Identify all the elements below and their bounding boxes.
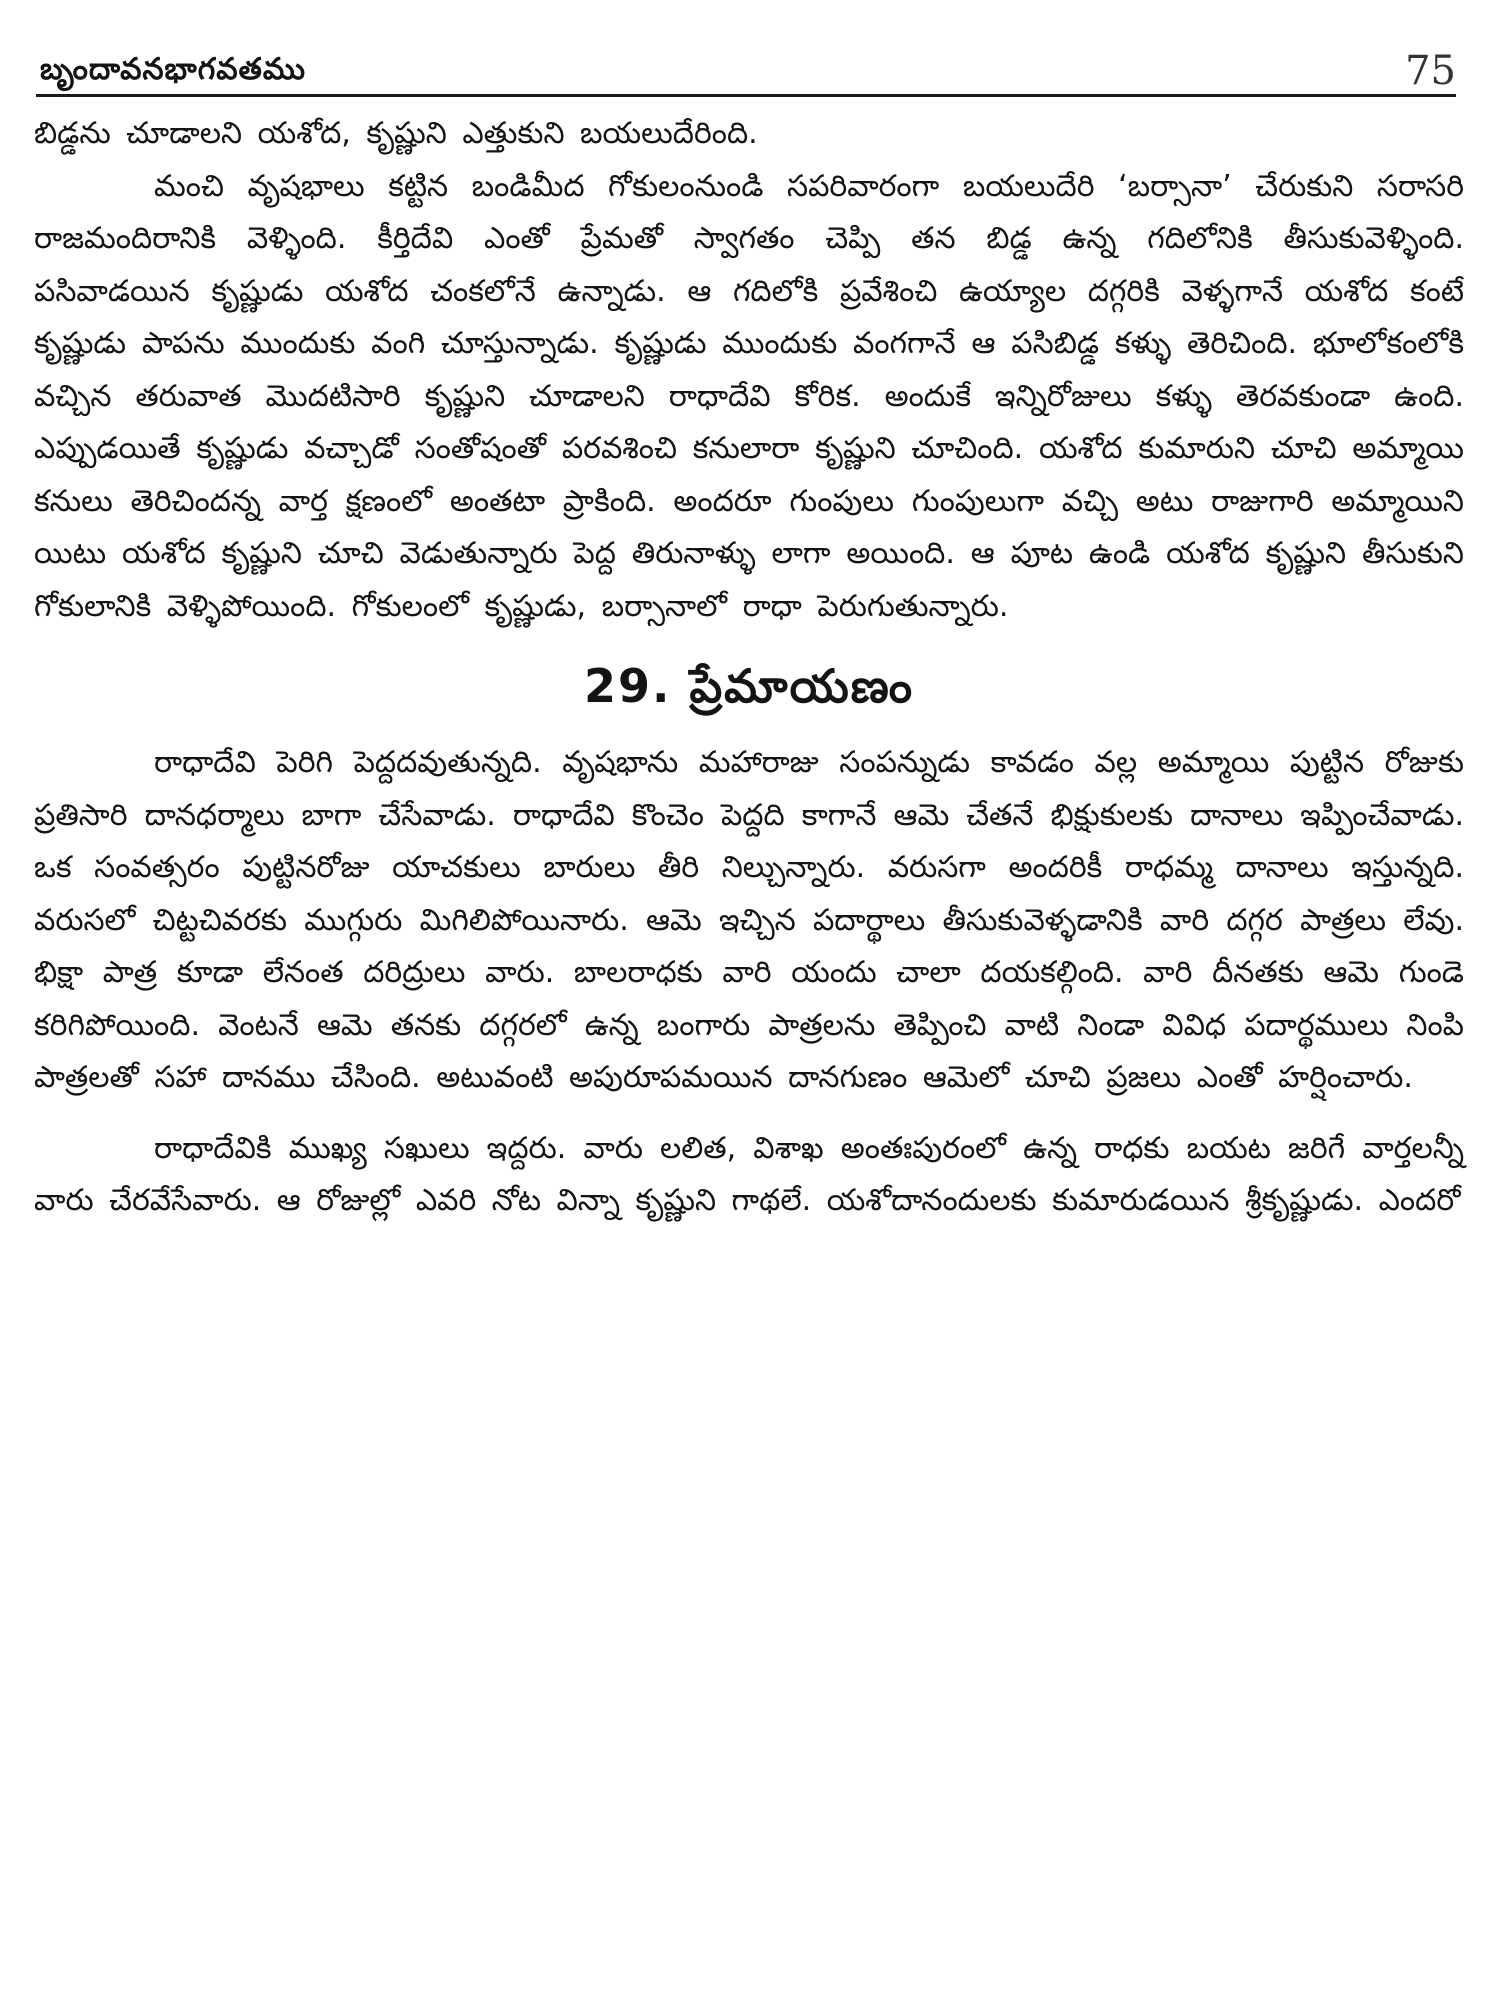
paragraph-radha-charity: రాధాదేవి పెరిగి పెద్దదవుతున్నది. వృషభాను మహారాజు సంపన్నుడు కావడం వల్ల అమ్మాయి పుట్టిన రోజుకు ప్రతిసారి దానధర్మాలు బాగా చేసేవాడు. రాధాదేవి కొంచెం పెద్దది కాగానే ఆమె చేతనే భిక్షుకులకు దానాలు ఇప్పించేవాడు. ఒక సంవత్సరం పుట్టినరోజు యాచకులు బారులు తీరి నిల్చున్నారు. వరుసగా అందరికీ రాధమ్మ దానాలు ఇస్తున్నది. వరుసలో చిట్టచివరకు ముగ్గురు మిగిలిపోయినారు. ఆమె ఇచ్చిన పదార్థాలు తీసుకువెళ్ళడానికి వారి దగ్గర పాత్రలు లేవు. భిక్షా పాత్ర కూడా లేనంత దరిద్రులు వారు. బాలరాధకు వారి యందు చాలా దయకల్గింది. వారి దీనతకు ఆమె గుండె కరిగిపోయింది. వెంటనే ఆమె తనకు దగ్గరలో ఉన్న బంగారు పాత్రలను తెప్పించి వాటి నిండా వివిధ పదార్థములు నింపి పాత్రలతో సహా దానము చేసింది. అటువంటి అపురూపమయిన దానగుణం ఆమెలో చూచి ప్రజలు ఎంతో హర్షించారు.	[34, 745, 1464, 1095]
body-text	[34, 108, 1464, 1228]
header-rule	[36, 94, 1456, 97]
page-number: 75	[1405, 48, 1456, 94]
running-header	[40, 38, 1456, 94]
chapter-heading: 29. ప్రేమాయణం	[583, 659, 915, 713]
paragraph-radha-friends: రాధాదేవికి ముఖ్య సఖులు ఇద్దరు. వారు లలిత, విశాఖ అంతఃపురంలో ఉన్న రాధకు బయట జరిగే వార్తలన్నీ వారు చేరవేసేవారు. ఆ రోజుల్లో ఎవరి నోట విన్నా కృష్ణుని గాథలే. యశోదానందులకు కుమారుడయిన శ్రీకృష్ణుడు. ఎందరో	[34, 1130, 1464, 1218]
paragraph-yashoda-visit: మంచి వృషభాలు కట్టిన బండిమీద గోకులంనుండి సపరివారంగా బయలుదేరి ‘బర్సానా’ చేరుకుని సరాసరి రాజమందిరానికి వెళ్ళింది. కీర్తిదేవి ఎంతో ప్రేమతో స్వాగతం చెప్పి తన బిడ్డ ఉన్న గదిలోనికి తీసుకువెళ్ళింది. పసివాడయిన కృష్ణుడు యశోద చంకలోనే ఉన్నాడు. ఆ గదిలోకి ప్రవేశించి ఉయ్యాల దగ్గరికి వెళ్ళగానే యశోద కంటే కృష్ణుడు పాపను ముందుకు వంగి చూస్తున్నాడు. కృష్ణుడు ముందుకు వంగగానే ఆ పసిబిడ్డ కళ్ళు తెరిచింది. భూలోకంలోకి వచ్చిన తరువాత మొదటిసారి కృష్ణుని చూడాలని రాధాదేవి కోరిక. అందుకే ఇన్నిరోజులు కళ్ళు తెరవకుండా ఉంది. ఎప్పుడయితే కృష్ణుడు వచ్చాడో సంతోషంతో పరవశించి కనులారా కృష్ణుని చూచింది. యశోద కుమారుని చూచి అమ్మాయి కనులు తెరిచిందన్న వార్త క్షణంలో అంతటా ప్రాకింది. అందరూ గుంపులు గుంపులుగా వచ్చి అటు రాజుగారి అమ్మాయిని యిటు యశోద కృష్ణుని చూచి వెడుతున్నారు పెద్ద తిరునాళ్ళు లాగా అయింది. ఆ పూట ఉండి యశోద కృష్ణుని తీసుకుని గోకులానికి వెళ్ళిపోయింది. గోకులంలో కృష్ణుడు, బర్సానాలో రాధా పెరుగుతున్నారు.	[34, 168, 1464, 624]
running-title: బృందావనభాగవతము	[40, 52, 306, 87]
paragraph-continuation: బిడ్డను చూడాలని యశోద, కృష్ణుని ఎత్తుకుని బయలుదేరింది.	[34, 116, 758, 151]
